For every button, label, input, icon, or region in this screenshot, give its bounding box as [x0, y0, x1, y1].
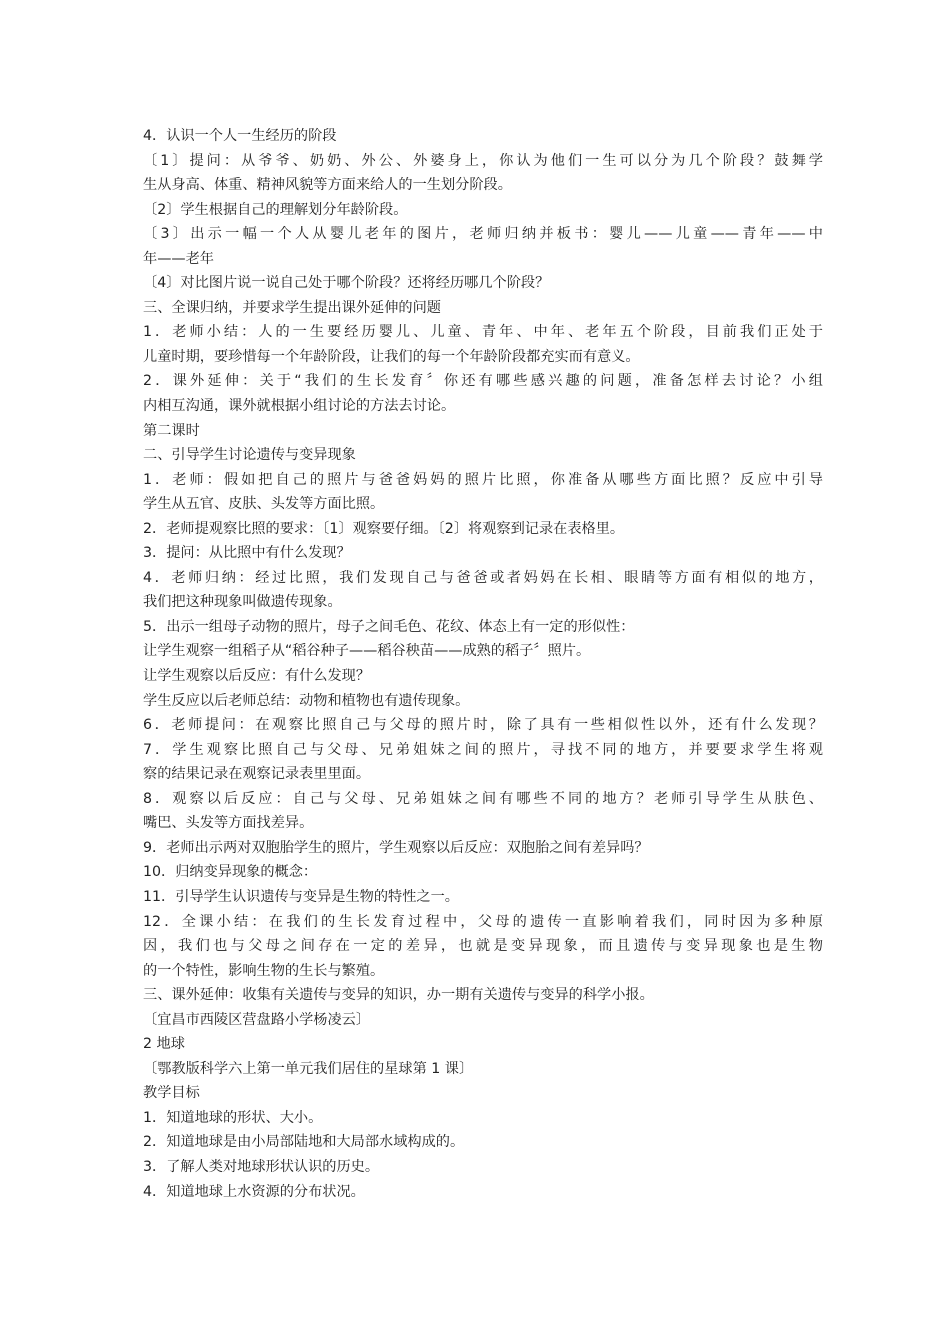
text-line: 5．出示一组母子动物的照片，母子之间毛色、花纹、体态上有一定的形似性：: [143, 618, 635, 635]
text-line: 〔宜昌市西陵区营盘路小学杨凌云〕: [143, 1011, 371, 1028]
text-line: 4．认识一个人一生经历的阶段: [143, 128, 337, 144]
text-line: 2．老师提观察比照的要求：〔1〕观察要仔细。〔2〕将观察到记录在表格里。: [143, 520, 625, 537]
text-line: 生从身高、体重、精神风貌等方面来给人的一生划分阶段。: [143, 177, 512, 194]
text-line: 〔1〕提问：从爷爷、奶奶、外公、外婆身上，你认为他们一生可以分为几个阶段？鼓舞学: [143, 152, 823, 169]
text-line: 3．了解人类对地球形状认识的历史。: [143, 1158, 380, 1175]
text-line: 12．全课小结：在我们的生长发育过程中，父母的遗传一直影响着我们，同时因为多种原: [143, 913, 823, 930]
text-line: 1．知道地球的形状、大小。: [143, 1109, 323, 1126]
text-line: 4．知道地球上水资源的分布状况。: [143, 1183, 365, 1200]
document-page: [143, 124, 823, 1204]
text-line: 教学目标: [143, 1085, 200, 1102]
text-line: 儿童时期，要珍惜每一个年龄阶段，让我们的每一个年龄阶段都充实而有意义。: [143, 348, 640, 365]
text-line: 10．归纳变异现象的概念：: [143, 864, 318, 881]
text-line: 7．学生观察比照自己与父母、兄弟姐妹之间的照片，寻找不同的地方，并要要求学生将观: [143, 741, 823, 758]
text-line: 〔2〕学生根据自己的理解划分年龄阶段。: [143, 201, 408, 218]
text-line: 的一个特性，影响生物的生长与繁殖。: [143, 962, 385, 979]
text-line: 〔3〕出示一幅一个人从婴儿老年的图片，老师归纳并板书：婴儿——儿童——青年——中: [143, 226, 823, 243]
text-line: 2．知道地球是由小局部陆地和大局部水域构成的。: [143, 1134, 465, 1151]
text-line: 我们把这种现象叫做遗传现象。: [143, 594, 342, 611]
text-line: 让学生观察一组稻子从“稻谷种子——稻谷秧苗——成熟的稻子〞照片。: [143, 643, 591, 660]
text-line: 让学生观察以后反应：有什么发现？: [143, 668, 371, 685]
text-line: 8．观察以后反应：自己与父母、兄弟姐妹之间有哪些不同的地方？老师引导学生从肤色、: [143, 790, 823, 807]
text-line: 三、课外延伸：收集有关遗传与变异的知识，办一期有关遗传与变异的科学小报。: [143, 987, 654, 1004]
text-line: 学生反应以后老师总结：动物和植物也有遗传现象。: [143, 692, 470, 709]
text-line: 1．老师：假如把自己的照片与爸爸妈妈的照片比照，你准备从哪些方面比照？反应中引导: [143, 471, 823, 488]
text-line: 1．老师小结：人的一生要经历婴儿、儿童、青年、中年、老年五个阶段，目前我们正处于: [143, 324, 823, 341]
text-line: 嘴巴、头发等方面找差异。: [143, 815, 314, 832]
text-line: 第二课时: [143, 422, 200, 439]
text-line: 察的结果记录在观察记录表里里面。: [143, 766, 371, 783]
text-line: 〔鄂教版科学六上第一单元我们居住的星球第 1 课〕: [143, 1060, 474, 1077]
text-line: 3．提问：从比照中有什么发现？: [143, 545, 351, 562]
text-line: 内相互沟通，课外就根据小组讨论的方法去讨论。: [143, 398, 456, 415]
text-line: 三、全课归纳，并要求学生提出课外延伸的问题: [143, 299, 441, 316]
text-line: 二、引导学生讨论遗传与变异现象: [143, 447, 356, 464]
text-line: 2 地球: [143, 1036, 185, 1053]
text-line: 年——老年: [143, 250, 214, 267]
text-line: 6．老师提问：在观察比照自己与父母的照片时，除了具有一些相似性以外，还有什么发现？: [143, 717, 823, 734]
text-line: 〔4〕对比图片说一说自己处于哪个阶段？还将经历哪几个阶段？: [143, 275, 550, 292]
text-line: 学生从五官、皮肤、头发等方面比照。: [143, 496, 385, 513]
text-line: 9．老师出示两对双胞胎学生的照片，学生观察以后反应：双胞胎之间有差异吗？: [143, 839, 649, 856]
text-line: 4．老师归纳：经过比照，我们发现自己与爸爸或者妈妈在长相、眼睛等方面有相似的地方，: [143, 569, 823, 586]
text-line: 11．引导学生认识遗传与变异是生物的特性之一。: [143, 888, 459, 905]
text-line: 因，我们也与父母之间存在一定的差异，也就是变异现象，而且遗传与变异现象也是生物: [143, 938, 823, 955]
text-line: 2．课外延伸：关于“我们的生长发育〞你还有哪些感兴趣的问题，准备怎样去讨论？小组: [143, 373, 823, 390]
